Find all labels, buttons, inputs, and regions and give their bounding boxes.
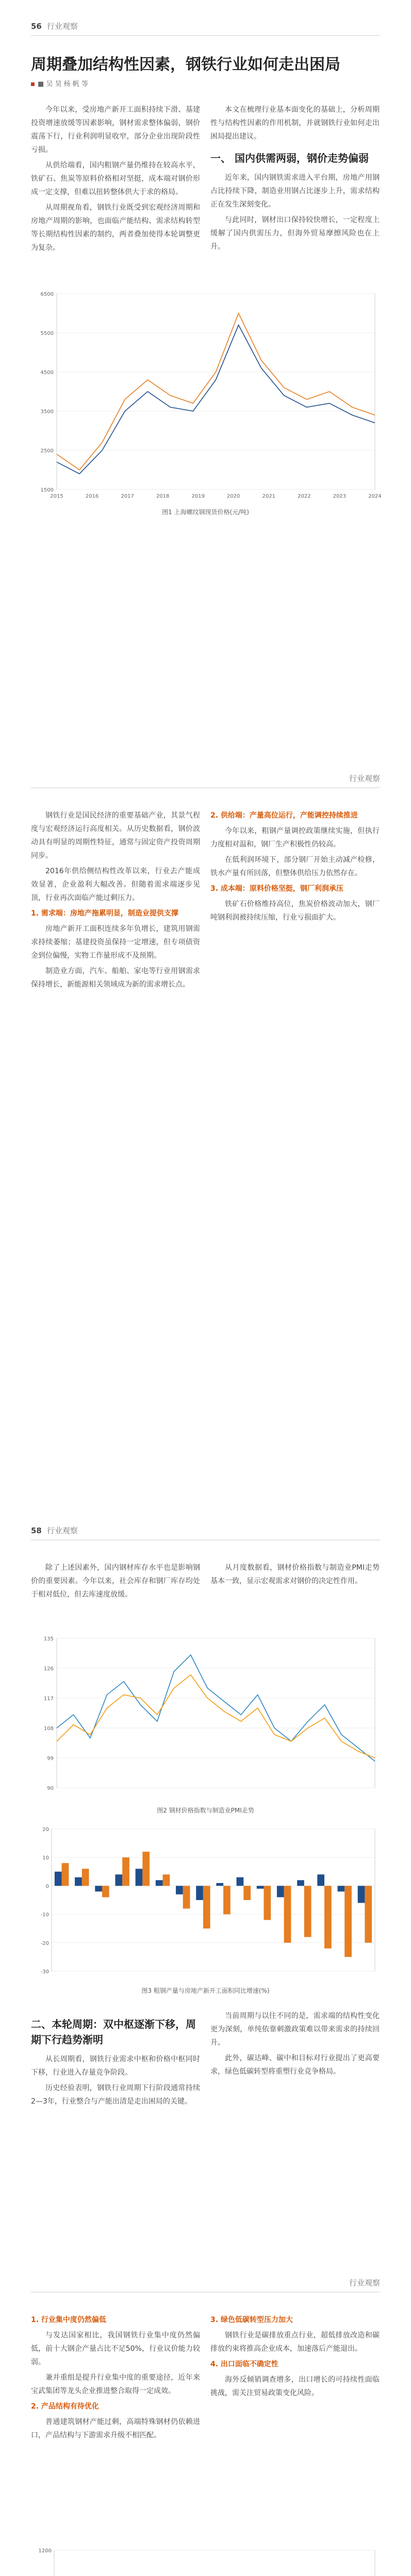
bar: [163, 1874, 170, 1886]
bar: [284, 1886, 291, 1942]
x-tick-label: 2016: [85, 494, 99, 499]
paragraph: 兼并重组是提升行业集中度的重要途径，近年来宝武集团等龙头企业推进整合取得一定成效。: [31, 2374, 200, 2395]
paragraph: 从周期视角看，钢铁行业既受到宏观经济周期和房地产周期的影响，也面临产能结构、需求结构转型等长期结构性因素的制约，两者叠加使得本轮调整更为复杂。: [31, 204, 200, 252]
paragraph: 与发达国家相比，我国钢铁行业集中度仍然偏低，前十大钢企产量占比不足50%，行业议价能力较弱。: [31, 2331, 200, 2366]
x-tick-label: 2017: [121, 494, 134, 499]
bar: [317, 1874, 324, 1886]
y-tick-label: 2500: [40, 448, 54, 454]
y-tick-label: -10: [40, 1912, 49, 1918]
subheading: 4. 出口面临不确定性: [210, 2360, 278, 2368]
bar: [324, 1886, 332, 1948]
paragraph: 2016年供给侧结构性改革以来，行业去产能成效显著，企业盈利大幅改善。但随着需求端逐步见顶，行业再次面临产能过剩压力。: [31, 867, 200, 902]
bar: [176, 1886, 183, 1894]
section-label: 行业观察: [349, 774, 380, 783]
column-left: [31, 1561, 200, 1603]
page-number: 58: [31, 1526, 42, 1535]
bar: [95, 1886, 102, 1891]
bar: [338, 1886, 345, 1891]
chart-rebar-price: [31, 289, 380, 505]
bar: [62, 1863, 69, 1886]
bar: [102, 1886, 109, 1897]
subheading: 1. 行业集中度仍然偏低: [31, 2316, 106, 2324]
page-2: [0, 752, 411, 1504]
bar: [237, 1877, 244, 1886]
y-tick-label: -30: [40, 1969, 49, 1975]
subheading: 3. 成本端：原料价格坚挺，钢厂利润承压: [210, 885, 343, 893]
bar: [203, 1886, 210, 1928]
bar: [75, 1877, 82, 1886]
paragraph: 此外，碳达峰、碳中和目标对行业提出了更高要求，绿色低碳转型将重塑行业竞争格局。: [210, 2054, 380, 2076]
paragraph: 历史经验表明，钢铁行业周期下行阶段通常持续2—3年，行业整合与产能出清是走出困局的关键。: [31, 2084, 200, 2106]
x-tick-label: 2019: [191, 494, 205, 499]
y-tick-label: -20: [40, 1940, 49, 1946]
author-names: ■ 吴 昊 杨 帆 等: [38, 80, 88, 88]
subheading: 2. 产品结构有待优化: [31, 2402, 99, 2411]
column-left: [31, 809, 200, 993]
y-tick-label: 117: [43, 1696, 54, 1702]
column-left: [31, 103, 200, 257]
page-number: 56: [31, 22, 42, 31]
chart-export-volume: [31, 2545, 380, 2576]
bar: [216, 1883, 223, 1886]
bar: [358, 1886, 365, 1903]
bar: [142, 1852, 150, 1886]
bar: [344, 1886, 352, 1957]
bar: [277, 1886, 284, 1897]
paragraph: 制造业方面，汽车、船舶、家电等行业用钢需求保持增长，新能源相关领域成为新的需求增长点。: [31, 967, 200, 989]
paragraph: 从月度数据看，钢材价格指数与制造业PMI走势基本一致，显示宏观需求对钢价的决定性作用。: [210, 1564, 380, 1585]
column-right: [210, 1561, 380, 1590]
column-right-lower: [210, 2009, 380, 2080]
chart-output-growth: [31, 1824, 380, 1984]
paragraph: 铁矿石价格维持高位，焦炭价格波动加大，钢厂吨钢利润被持续压缩，行业亏损面扩大。: [210, 900, 380, 922]
x-tick-label: 2024: [368, 494, 382, 499]
page-header: [31, 1525, 78, 1536]
y-tick-label: 0: [45, 1884, 49, 1890]
bar: [122, 1857, 129, 1886]
y-tick-label: 4500: [40, 370, 54, 376]
column-left: [31, 2313, 200, 2444]
bar: [264, 1886, 271, 1920]
chart-caption: 图2 钢材价格指数与制造业PMI走势: [157, 1807, 254, 1814]
paragraph: 除了上述因素外，国内钢材库存水平也是影响钢价的重要因素。今年以来，社会库存和钢厂库存均处于相对低位，但去库速度放缓。: [31, 1564, 200, 1599]
x-tick-label: 2021: [262, 494, 276, 499]
y-tick-label: 126: [43, 1666, 54, 1672]
y-tick-label: 20: [42, 1827, 49, 1833]
paragraph: 从长周期看，钢铁行业需求中枢和价格中枢同时下移，行业进入存量竞争阶段。: [31, 2055, 200, 2077]
y-tick-label: 108: [43, 1726, 54, 1732]
paragraph: 当前周期与以往不同的是，需求端的结构性变化更为深刻，单纯依靠刺激政策难以带来需求的持续回升。: [210, 2012, 380, 2047]
column-right: [210, 103, 380, 256]
x-tick-label: 2018: [156, 494, 170, 499]
subheading: 1. 需求端：房地产拖累明显，制造业提供支撑: [31, 909, 178, 918]
bar: [136, 1869, 143, 1886]
bar: [196, 1886, 203, 1900]
bar: [304, 1886, 311, 1937]
bar: [297, 1880, 304, 1886]
page-header: [31, 21, 78, 31]
header-rule: [31, 2292, 380, 2293]
chart-caption: 图3 粗钢产量与房地产新开工面积同比增速(%): [141, 1987, 270, 1994]
paragraph: 本文在梳理行业基本面变化的基础上，分析周期性与结构性因素的作用机制，并就钢铁行业如何走出困局提出建议。: [210, 106, 380, 141]
x-tick-label: 2015: [50, 494, 63, 499]
plot-area: [57, 294, 375, 489]
y-tick-label: 10: [42, 1855, 49, 1861]
page-4: [0, 2257, 411, 2576]
paragraph: 近年来，国内钢铁需求进入平台期，房地产用钢占比持续下降，制造业用钢占比逐步上升，需求结构正在发生深刻变化。: [210, 174, 380, 209]
y-tick-label: 99: [47, 1756, 54, 1761]
section-heading: 二、本轮周期：双中枢逐渐下移，周期下行趋势渐明: [31, 2018, 196, 2046]
bar: [223, 1886, 231, 1914]
header-rule: [31, 35, 380, 36]
column-right: [210, 809, 380, 926]
paragraph: 今年以来，受房地产新开工面积持续下滑、基建投资增速放缓等因素影响，钢材需求整体偏弱，钢价震荡下行，行业利润明显收窄，部分企业出现阶段性亏损。: [31, 106, 200, 154]
page-1: [0, 0, 411, 752]
header-rule: [31, 787, 380, 788]
x-tick-label: 2020: [227, 494, 240, 499]
paragraph: 钢铁行业是国民经济的重要基础产业，其景气程度与宏观经济运行高度相关。从历史数据看，钢价波动具有明显的周期性特征，通常与固定资产投资周期同步。: [31, 811, 200, 860]
paragraph: 钢铁行业是碳排放重点行业，超低排放改造和碳排放约束将推高企业成本，加速落后产能退出。: [210, 2331, 380, 2353]
plot-area: [57, 1638, 375, 1788]
article-title: 周期叠加结构性因素，钢铁行业如何走出困局: [31, 56, 340, 74]
bar: [55, 1872, 62, 1886]
bar: [257, 1886, 264, 1889]
subheading: 2. 供给端：产量高位运行，产能调控持续推进: [210, 811, 358, 820]
column-right: [210, 2313, 380, 2402]
bar: [243, 1886, 251, 1900]
page-3: [0, 1504, 411, 2257]
chart-price-index-pmi: [31, 1633, 380, 1803]
header-rule: [31, 1539, 380, 1540]
bar: [82, 1869, 89, 1886]
paragraph: 与此同时，钢材出口保持较快增长，一定程度上缓解了国内供需压力，但海外贸易摩擦风险也在上升。: [210, 216, 380, 251]
x-tick-label: 2023: [333, 494, 347, 499]
y-tick-label: 135: [43, 1636, 54, 1642]
bar: [365, 1886, 372, 1942]
y-tick-label: 3500: [40, 409, 54, 415]
section-label: 行业观察: [349, 2278, 380, 2287]
paragraph: 从供给端看，国内粗钢产量仍维持在较高水平，铁矿石、焦炭等原料价格相对坚挺，成本端对钢价形成一定支撑，但难以扭转整体供大于求的格局。: [31, 161, 200, 196]
column-left-lower: [31, 2009, 200, 2110]
y-tick-label: 6500: [40, 292, 54, 297]
byline: [31, 78, 88, 88]
paragraph: 房地产新开工面积连续多年负增长，建筑用钢需求持续萎缩；基建投资虽保持一定增速，但专项债资金到位偏慢，实物工作量形成不及预期。: [31, 925, 200, 960]
section-label: 行业观察: [46, 22, 78, 31]
byline-square-icon: [31, 82, 35, 86]
y-tick-label: 1500: [40, 487, 54, 493]
paragraph: 在低利润环境下，部分钢厂开始主动减产检修，铁水产量有所回落，但整体供给压力依然存在。: [210, 856, 380, 877]
bar: [156, 1880, 163, 1886]
paragraph: 今年以来，粗钢产量调控政策继续实施，但执行力度相对温和，钢厂生产积极性仍较高。: [210, 827, 380, 849]
section-label: 行业观察: [46, 1526, 78, 1535]
plot-area: [54, 2550, 375, 2576]
subheading: 3. 绿色低碳转型压力加大: [210, 2316, 293, 2324]
section-heading: 一、 国内供需两弱，钢价走势偏弱: [210, 152, 369, 164]
bar: [183, 1886, 190, 1908]
chart-caption: 图1 上海螺纹钢现货价格(元/吨): [162, 509, 249, 516]
paragraph: 普通建筑钢材产能过剩，高端特殊钢材仍依赖进口，产品结构与下游需求升级不相匹配。: [31, 2418, 200, 2439]
x-tick-label: 2022: [298, 494, 311, 499]
y-tick-label: 5500: [40, 331, 54, 336]
paragraph: 海外反倾销调查增多，出口增长的可持续性面临挑战，需关注贸易政策变化风险。: [210, 2376, 380, 2397]
y-tick-label: 90: [47, 1786, 54, 1791]
y-tick-label: 1200: [38, 2548, 52, 2554]
bar: [115, 1874, 122, 1886]
